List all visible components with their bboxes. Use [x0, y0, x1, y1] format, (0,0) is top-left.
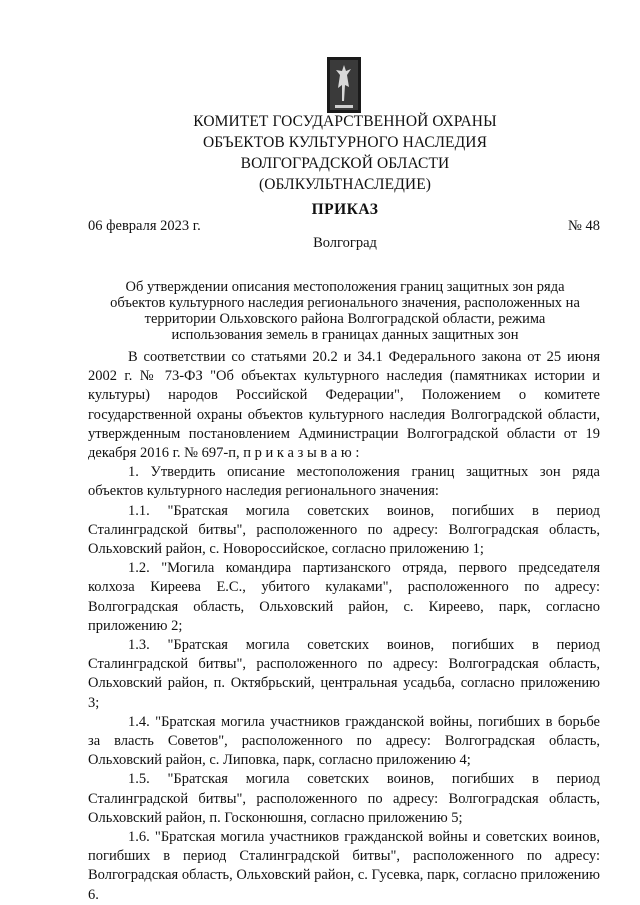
document-body — [88, 348, 600, 905]
preamble-paragraph: В соответствии со статьями 20.2 и 34.1 Федерального закона от 25 июня 2002 г. № 73-ФЗ "Об объектах культурного наследия (памятниках истории и культуры) народов Российской Федерации", Положением о комитете государственной охраны объектов культурного наследия Волгоградской области, утвержденным постановлением Администрации Волгоградской области от 19 декабря 2016 г. № 697-п, п р и к а з ы в а ю : — [88, 349, 600, 462]
coat-of-arms-emblem — [327, 57, 361, 113]
clause-1-3: 1.3. "Братская могила советских воинов, погибших в период Сталинградской битвы", расположенного по адресу: Волгоградская область, Ольховский район, п. Октябрьский, центральная усадьба, согласно приложению 3; — [88, 637, 600, 711]
clause-1-6: 1.6. "Братская могила участников гражданской войны и советских воинов, погибших в период Сталинградской битвы", расположенного по адресу: Волгоградская область, Ольховский район, с. Гусевка, парк, согласно приложению 6. — [88, 829, 600, 903]
order-subject: Об утверждении описания местоположения границ защитных зон ряда объектов культурного наследия регионального значения, расположенных на территории Ольховского района Волгоградской области, режима использования земель в границах данных защитных зон — [110, 279, 580, 343]
issuer-line-3: ВОЛГОГРАДСКОЙ ОБЛАСТИ — [240, 155, 450, 172]
clause-1: 1. Утвердить описание местоположения границ защитных зон ряда объектов культурного наследия регионального значения: — [88, 464, 600, 500]
order-date: 06 февраля 2023 г. — [88, 218, 201, 234]
issuer-line-2: ОБЪЕКТОВ КУЛЬТУРНОГО НАСЛЕДИЯ — [202, 134, 488, 151]
clause-1-5: 1.5. "Братская могила советских воинов, погибших в период Сталинградской битвы", расположенного по адресу: Волгоградская область, Ольховский район, п. Госконюшня, согласно приложению 5; — [88, 771, 600, 826]
clause-1-1: 1.1. "Братская могила советских воинов, погибших в период Сталинградской битвы", расположенного по адресу: Волгоградская область, Ольховский район, с. Новороссийское, согласно приложению 1; — [88, 502, 600, 558]
issuer-line-1: КОМИТЕТ ГОСУДАРСТВЕННОЙ ОХРАНЫ — [193, 113, 497, 130]
issuer-header — [140, 111, 550, 195]
document-type-title: ПРИКАЗ — [311, 201, 379, 218]
clause-1-2: 1.2. "Могила командира партизанского отряда, первого председателя колхоза Киреева Е.С., убитого кулаками", расположенного по адресу: Волгоградская область, Ольховский район, с. Киреево, парк, согласно приложению 2; — [88, 560, 600, 634]
issuer-line-4: (ОБЛКУЛЬТНАСЛЕДИЕ) — [258, 176, 432, 193]
city-name: Волгоград — [313, 235, 377, 251]
order-number: № 48 — [568, 218, 600, 234]
clause-1-4: 1.4. "Братская могила участников гражданской войны, погибших в борьбе за власть Советов", расположенного по адресу: Волгоградская область, Ольховский район, с. Липовка, парк, согласно приложению 4; — [88, 713, 600, 769]
